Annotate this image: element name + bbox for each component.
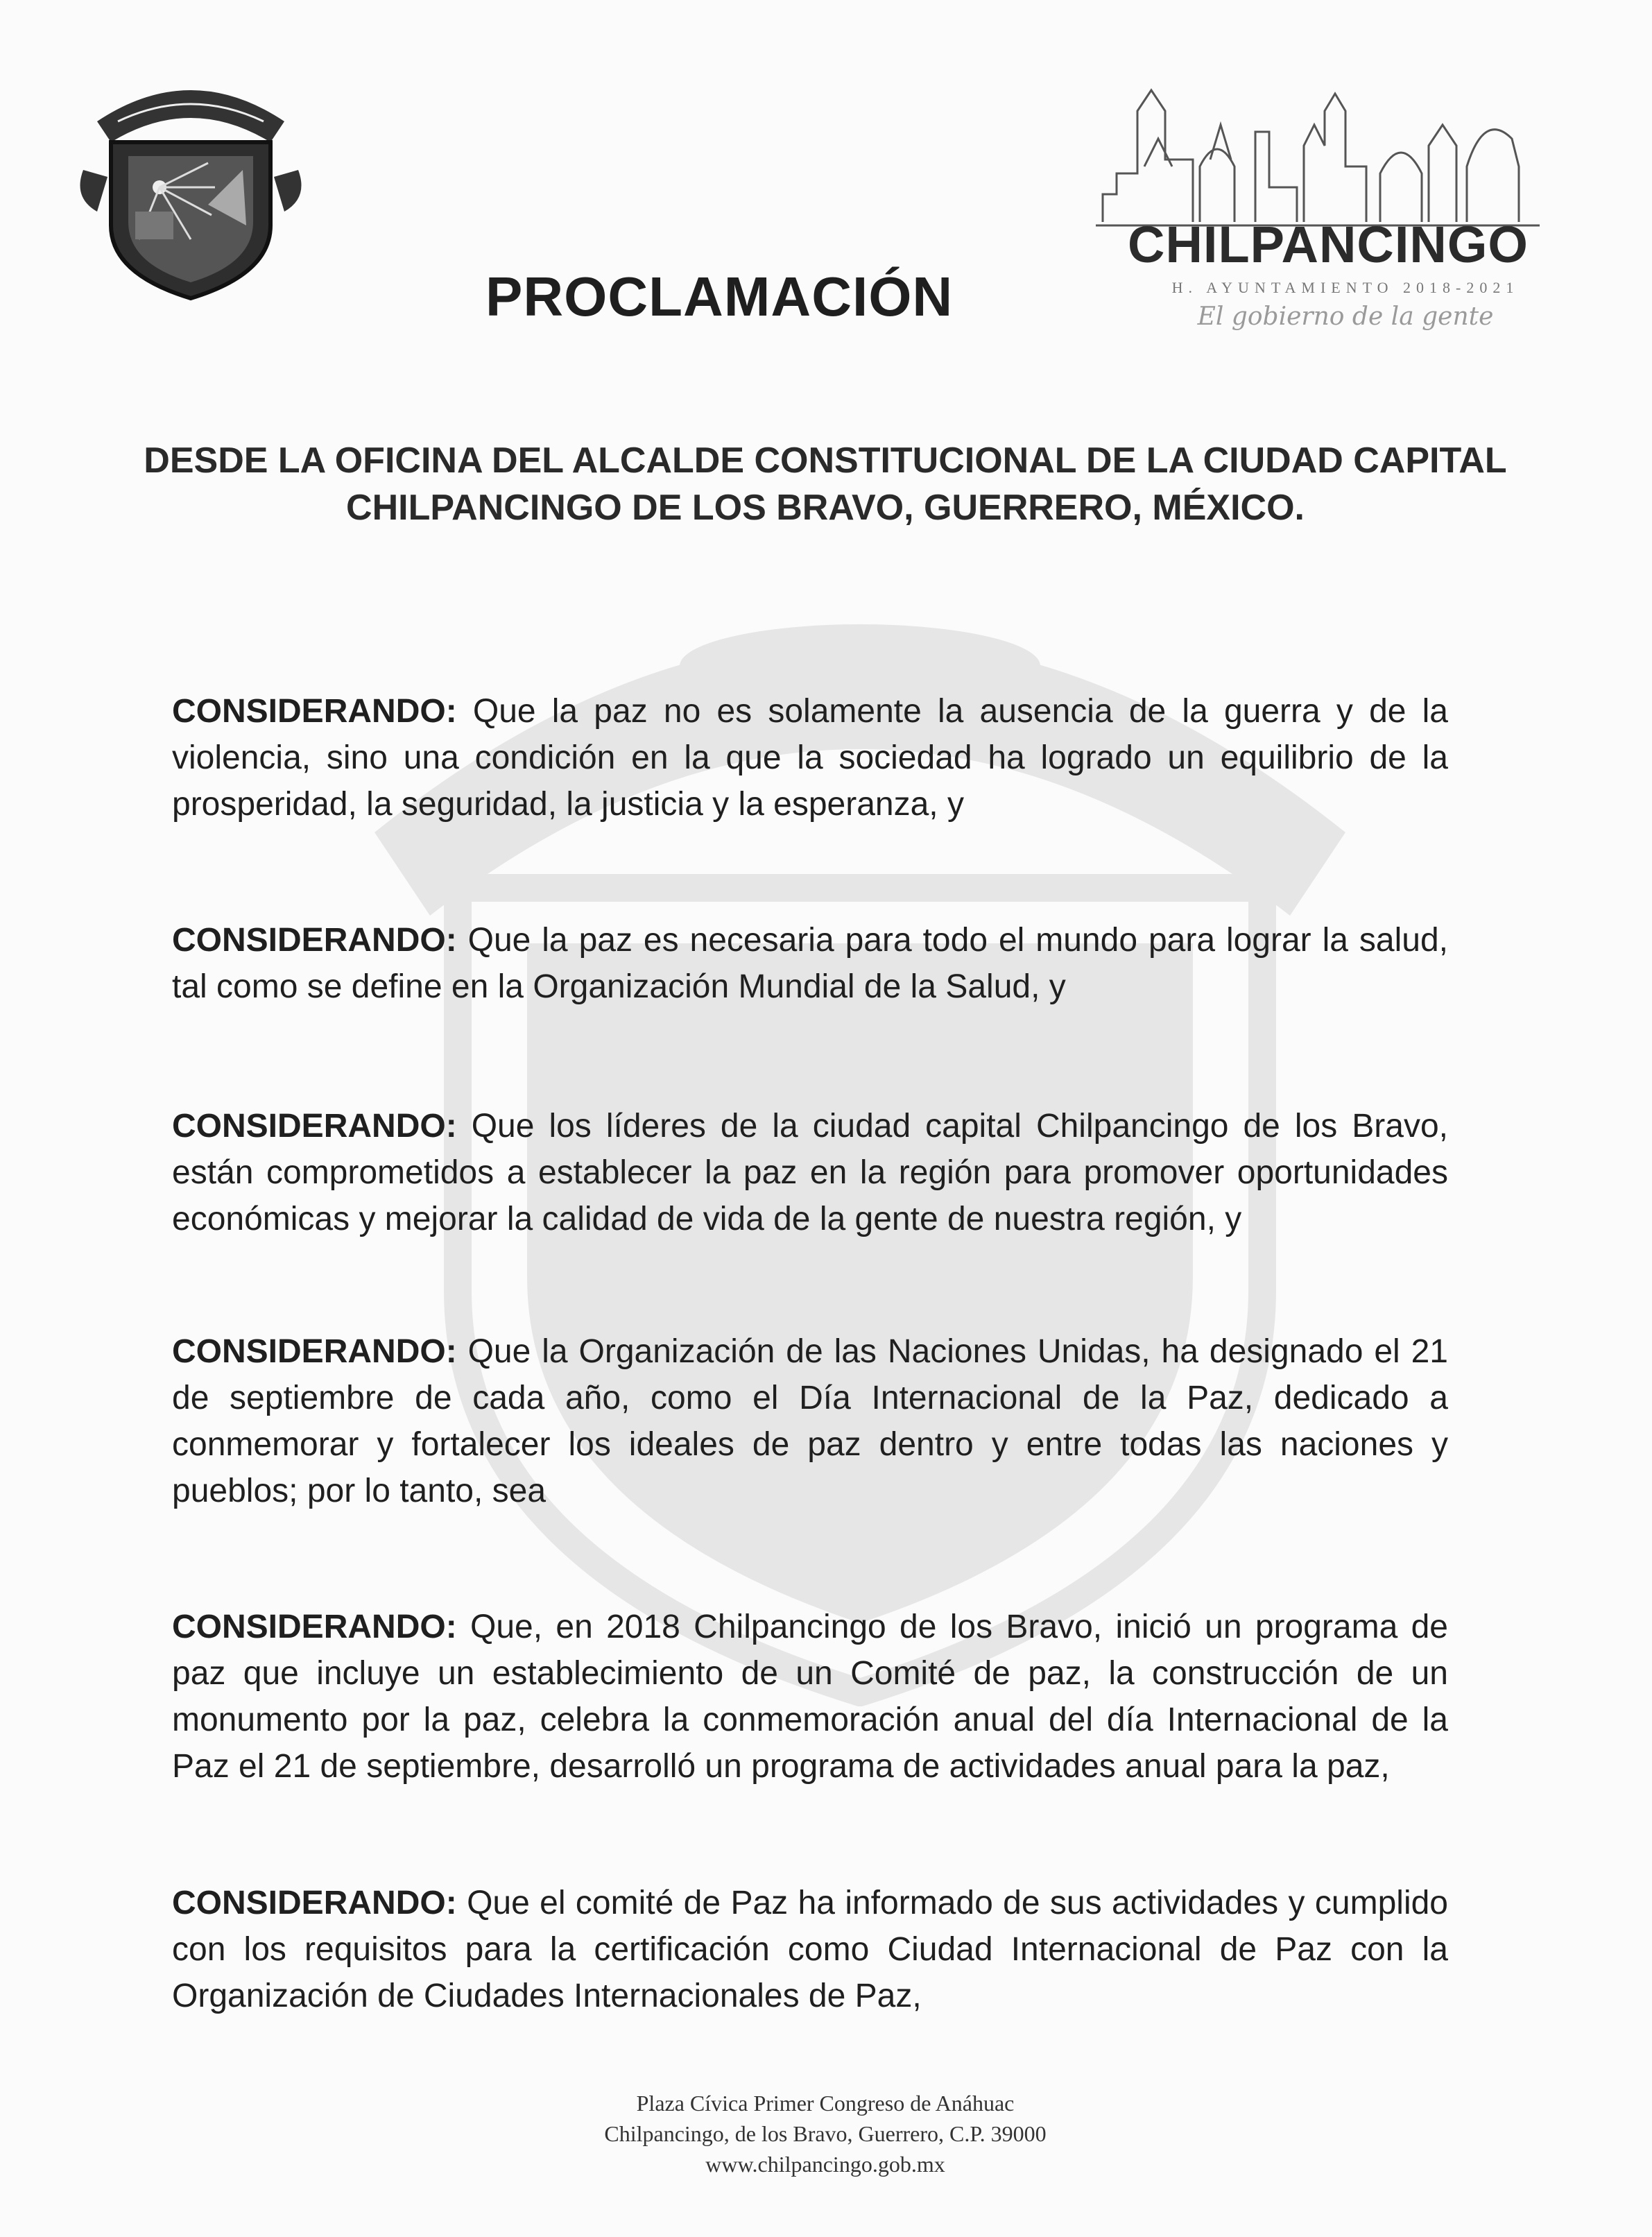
footer-city-line: Chilpancingo, de los Bravo, Guerrero, C.P. 39000 [604, 2121, 1047, 2146]
considering-label: CONSIDERANDO: [172, 1333, 457, 1370]
considering-text: Que, en 2018 Chilpancingo de los Bravo, inició un programa de paz que incluye un establecimiento de un Comité de paz, la construcción de un monumento por la paz, celebra la conmemoración anual del día Internacional de la Paz el 21 de septiembre, desarrolló un programa de actividades anual para la paz, [172, 1609, 1449, 1785]
document-title: PROCLAMACIÓN [485, 266, 954, 327]
brand-period: H. AYUNTAMIENTO 2018-2021 [1171, 279, 1520, 296]
office-heading: DESDE LA OFICINA DEL ALCALDE CONSTITUCIONAL DE LA CIUDAD CAPITAL CHILPANCINGO DE LOS BRAVO, GUERRERO, MÉXICO. [144, 440, 1507, 528]
considering-text: Que el comité de Paz ha informado de sus actividades y cumplido con los requisitos para la certificación como Ciudad Internacional de Paz con la Organización de Ciudades Internacionales de Paz, [172, 1885, 1448, 2014]
considering-text: Que los líderes de la ciudad capital Chilpancingo de los Bravo, están comprometidos a establecer la paz en la región para promover oportunidades económicas y mejorar la calidad de vida de la gente de nuestra región, y [172, 1108, 1448, 1237]
considering-paragraph-3 [172, 1103, 1448, 1242]
considering-label: CONSIDERANDO: [172, 1108, 457, 1145]
footer-address-line: Plaza Cívica Primer Congreso de Anáhuac [636, 2091, 1015, 2116]
city-skyline-icon [1096, 83, 1540, 236]
considering-label: CONSIDERANDO: [172, 693, 457, 730]
considering-label: CONSIDERANDO: [172, 922, 457, 959]
considering-paragraph-1 [172, 688, 1448, 828]
considering-label: CONSIDERANDO: [172, 1885, 457, 1921]
considering-paragraph-2 [172, 917, 1448, 1010]
brand-name: CHILPANCINGO [1128, 216, 1529, 273]
considering-text: Que la paz no es solamente la ausencia de la guerra y de la violencia, sino una condición en la que la sociedad ha logrado un equilibrio de la prosperidad, la seguridad, la justicia y la esperanza, y [172, 693, 1448, 823]
footer-address [416, 2088, 1234, 2179]
considering-paragraph-6 [172, 1880, 1448, 2019]
municipal-seal-logo [69, 66, 312, 309]
considering-paragraph-4 [172, 1328, 1448, 1514]
considering-label: CONSIDERANDO: [172, 1609, 457, 1645]
considering-text: Que la paz es necesaria para todo el mundo para lograr la salud, tal como se define en la Organización Mundial de la Salud, y [172, 922, 1448, 1005]
footer-website-link[interactable]: www.chilpancingo.gob.mx [705, 2152, 945, 2177]
considering-paragraph-5 [172, 1604, 1448, 1790]
brand-slogan: El gobierno de la gente [1197, 302, 1494, 331]
considering-text: Que la Organización de las Naciones Unidas, ha designado el 21 de septiembre de cada año, como el Día Internacional de la Paz, dedicado a conmemorar y fortalecer los ideales de paz dentro y entre todas las naciones y pueblos; por lo tanto, sea [172, 1333, 1448, 1509]
